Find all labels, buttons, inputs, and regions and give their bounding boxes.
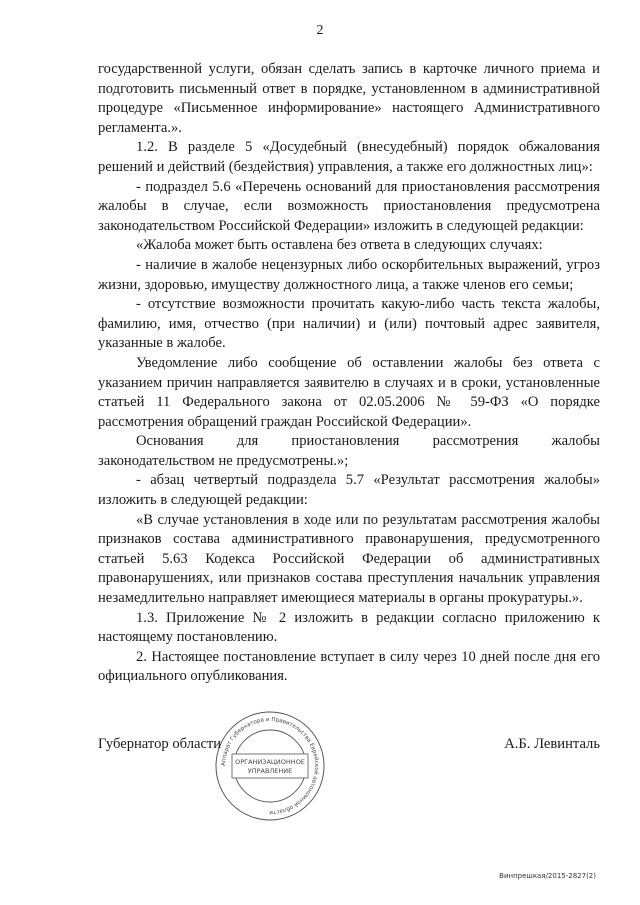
paragraph-complaint-cases: «Жалоба может быть оставлена без ответа в следующих случаях: (136, 237, 543, 254)
paragraph-subsection-5-6: - подраздел 5.6 «Перечень оснований для приостановления рассмотрения жалобы в случае, если возможность приостановления предусмотрена законодательством Российской Федерации» изложить в следующей редакции: (98, 178, 600, 234)
paragraph-suspension-grounds: Основания для приостановления рассмотрения жалобы законодательством не предусмотрены.»; (98, 433, 600, 469)
paragraph-continuation: государственной услуги, обязан сделать запись в карточке личного приема и подготовить письменный ответ в порядке, установленном в административной процедуре «Письменное информирование» настоящего Административного регламента.». (98, 61, 600, 136)
paragraph-obscene-language: - наличие в жалобе нецензурных либо оскорбительных выражений, угроз жизни, здоровью, имуществу должностного лица, а также членов его семьи; (98, 256, 600, 293)
paragraph-subsection-5-7: - абзац четвертый подраздела 5.7 «Результат рассмотрения жалобы» изложить в следующей редакции: (98, 472, 600, 509)
paragraph-1-2: 1.2. В разделе 5 «Досудебный (внесудебный) порядок обжалования решений и действий (бездействия) управления, а также его должностных лиц»: (98, 139, 600, 175)
stamp-ring-text: Аппарат Губернатора и Правительства Еврейской автономной области (220, 716, 320, 816)
paragraph-notification: Уведомление либо сообщение об оставлении жалобы без ответа с указанием причин направляется заявителю в случаях и в сроки, установленные статьей 11 Федерального закона от 02.05.2006 № 59-ФЗ «О порядке рассмотрения обращений граждан Российской Федерации». (98, 354, 600, 430)
paragraph-effective-date: 2. Настоящее постановление вступает в силу через 10 дней после дня его официального опубликования. (98, 648, 600, 685)
document-body (98, 60, 600, 687)
signature-block (98, 736, 600, 760)
stamp-center-line1: ОРГАНИЗАЦИОННОЕ (235, 758, 305, 766)
signatory-name: А.Б. Левинталь (504, 736, 600, 752)
paragraph-violation: «В случае установления в ходе или по результатам рассмотрения жалобы признаков состава административного правонарушения, предусмотренного статьей 5.63 Кодекса Российской Федерации об административных правонарушениях, или признаков состава преступления начальник управления незамедлительно направляет имеющиеся материалы в органы прокуратуры.». (98, 511, 600, 607)
stamp-center-line2: УПРАВЛЕНИЕ (247, 767, 293, 775)
paragraph-1-3: 1.3. Приложение № 2 изложить в редакции согласно приложению к настоящему постановлению. (98, 609, 600, 646)
signatory-title: Губернатор области (98, 736, 222, 752)
official-stamp (212, 708, 328, 824)
page-number: 2 (316, 23, 324, 38)
document-footer-code: Винпрешкая/2015-2827(2) (499, 872, 596, 880)
paragraph-unreadable-text: - отсутствие возможности прочитать какую-либо часть текста жалобы, фамилию, имя, отчество (при наличии) и (или) почтовый адрес заявителя, указанные в жалобе. (98, 296, 600, 352)
